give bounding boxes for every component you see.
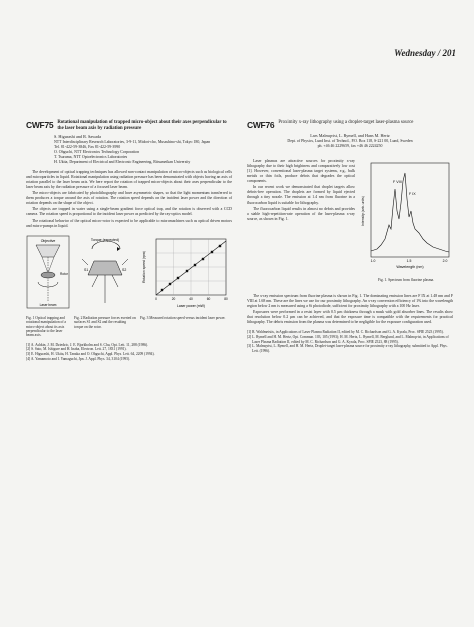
left-affiliation-line: O. Ohguchi, NTT Electronics Technology Corporation <box>54 150 140 154</box>
right-affiliation-line: Dept. of Physics, Lund Inst. of Technol., P.O. Box 118, S-221 00, Lund, Sweden <box>287 139 413 143</box>
data-point <box>169 283 171 285</box>
fig1-label-bottom: Laser beam <box>39 302 57 307</box>
rotor-shape <box>41 272 55 278</box>
right-figure-1-caption: Fig. 1. Spectrum from fluorine plasma. <box>377 277 435 282</box>
fig2-label-torque: Torque (expected) <box>90 237 120 242</box>
data-point <box>194 264 196 266</box>
left-paragraph: The objects are trapped in water using a single-beam gradient force optical trap, and the rotation is observed with a CCD camera. The rotation speed is proportional to the incident laser power as predicted by the ray-optics model. <box>26 207 232 217</box>
left-abstract-title: Rotational manipulation of trapped micro-object about their axes perpendicular to the laser beam axis by radiation pressure <box>57 120 227 131</box>
right-affiliations <box>247 139 453 149</box>
fig3-tick-label: 80 <box>224 296 228 301</box>
fig2-label-s2: S2 <box>122 267 127 272</box>
left-abstract-heading <box>26 120 232 131</box>
fig3-tick-label: 20 <box>171 296 176 301</box>
left-paragraph: The rotational behavior of the optical micro-rotor is expected to be applicable to micromachines such as optical driven motors and micro-pumps in liquid. <box>26 218 232 228</box>
left-figure-2 <box>74 235 136 338</box>
left-body <box>26 170 232 229</box>
optical-trap-diagram <box>26 235 70 309</box>
fig1-label-mid: Rotor <box>60 271 68 276</box>
right-abstract-heading <box>247 120 453 130</box>
objective-lens-shape <box>36 245 60 257</box>
right-abstract <box>247 120 453 353</box>
peak-label-f8: F VIII <box>393 179 402 184</box>
radiation-force-diagram <box>74 235 136 309</box>
left-authors: S. Higurashi and R. Sawada <box>54 134 101 140</box>
right-paragraph: Laser plasmas are attractive sources for proximity x-ray lithography due to their high brightness and comparatively low cost [1]. However, conventional laser-plasma target systems, e.g., bulk metals or thin foils, produce debris that degrades the optical components. <box>247 158 355 184</box>
right-references <box>247 330 453 353</box>
fig3-tick-label: 40 <box>189 296 193 301</box>
left-figure-1 <box>26 235 70 338</box>
reference-item: [3] L. Malmqvist, L. Rymell, and H. M. Hertz, Droplet-target laser-plasma source for proximity x-ray lithography, submitted to Appl. Phys. Lett. (1996). <box>247 344 448 353</box>
data-point <box>161 289 163 291</box>
data-point <box>202 258 204 260</box>
left-figure-2-caption: Fig. 2 Radiation pressure forces exerted on surfaces S1 and S2 and the resulting torque on the rotor. <box>74 315 136 329</box>
left-affiliation-line: Tel. 81-422-59-3846, Fax 81-422-59-3990 <box>54 145 121 150</box>
spectrum-curve <box>371 173 449 252</box>
fig3-tick-label: 0 <box>155 296 157 301</box>
left-references <box>26 343 232 361</box>
right-body-full <box>247 294 453 326</box>
rotation-speed-plot <box>140 235 232 309</box>
spectrum-tick-label: 1.5 <box>406 258 412 263</box>
rotor-cross-section <box>88 261 122 275</box>
right-body-with-figure <box>247 159 453 289</box>
spectrum-xlabel: Wavelength (nm) <box>396 264 424 269</box>
right-abstract-title: Proximity x-ray lithography using a droplet-target laser-plasma source <box>278 120 414 125</box>
reference-item: [4] A. Yamamoto and I. Yamaguchi, Jpn. J. Appl. Phys. 34, 3104 (1995). <box>26 356 131 361</box>
reference-item: [3] E. Higurashi, H. Ukita, H. Tanaka and O. Ohguchi, Appl. Phys. Lett. 64, 2209 (1994). <box>26 351 155 356</box>
left-affiliation-line: H. Ukita, Department of Electrical and Electronic Engineering, Ritsumeikan University <box>54 159 191 164</box>
left-figure-3 <box>140 235 232 338</box>
left-figure-3-caption: Fig. 3 Measured rotation speed versus incident laser power. <box>140 315 226 320</box>
spectrum-tick-label: 1.0 <box>370 258 376 263</box>
right-paragraph: The x-ray emission spectrum from fluorine plasma is shown in Fig. 1. The dominating emission lines are F IX at 1.48 nm and F VIII at 1.68 nm. These are the lines we use for our proximity lithography. An x-ray conversion efficiency of 1% into the wavelength region below 2 nm is measured using a Si photodiode, sufficient for proximity lithography with a 100 Hz laser. <box>247 293 453 308</box>
left-abstract-code: CWF75 <box>26 120 54 130</box>
right-affiliation-line: ph. +46 46 2229659, fax +46 46 2224250 <box>317 143 383 148</box>
right-abstract-code: CWF76 <box>247 120 275 130</box>
left-affiliation-line: NTT Interdisciplinary Research Laboratories, 3-9-11, Midori-cho, Musashino-shi, Tokyo 180, Japan <box>54 140 211 145</box>
left-paragraph: The micro-objects are fabricated by photolithography and have asymmetric shapes, so that the light momentum transferred to them produces a torque around the axis of rotation. The rotation speed depends on the incident laser power and the direction of rotation depends on the shape of the object. <box>26 191 232 206</box>
spectrum-ylabel: Intensity (arb. units) <box>361 195 365 226</box>
reference-item: [1] A. Ashkin, J. M. Dziedzic, J. E. Bjorkholm and S. Chu, Opt. Lett. 11, 288 (1986). <box>26 342 149 347</box>
fig3-tick-label: 60 <box>206 296 211 301</box>
right-body-wrap-text <box>247 159 355 222</box>
running-header: Wednesday / 201 <box>394 48 456 58</box>
reference-item: [2] S. Sato, M. Ishigure and H. Inaba, Electron. Lett. 27, 1831 (1991). <box>26 347 127 352</box>
left-affiliation-line: T. Tsuruma, NTT Optoelectronics Laboratories <box>54 154 128 159</box>
right-paragraph: Exposures were performed in a resist layer with 0.5 µm thickness through a mask with gold absorber lines. The results show that resolution below 0.2 µm can be achieved, and that the exposure time is compatible with the requirements for practical lithography. The debris emission from the plasma was determined to be negligible for the exposure configuration used. <box>247 310 453 325</box>
right-figure-1 <box>359 159 453 282</box>
right-paragraph: The fluorocarbon liquid results in almost no debris and provides a stable high-repetition-rate operation of the laser-plasma x-ray source, as shown in Fig. 1. <box>247 206 355 221</box>
right-paragraph: In our recent work we demonstrated that droplet targets allow debris-free operation. The droplets are formed by liquid ejected through a tiny nozzle. The emission at 1.4 nm from fluorine in a fluorocarbon liquid is suitable for lithography. <box>247 185 355 205</box>
fig1-label-top: Objective <box>40 238 56 243</box>
fig2-label-s1: S1 <box>84 267 89 272</box>
peak-label-f9: F IX <box>409 191 416 196</box>
data-point <box>219 245 221 247</box>
fig3-ylabel: Rotation speed (rpm) <box>142 250 146 283</box>
left-abstract <box>26 120 232 361</box>
fluorine-spectrum-plot <box>359 159 453 271</box>
reference-item: [2] L. Rymell and H. M. Hertz, Opt. Commun. 103, 105 (1993); H. M. Hertz, L. Rymell, M. Berglund, and L. Malmqvist, in Applications of Laser Plasma Radiation II, edited by M. C. Richardson and G. A. Kyrala, Proc. SPIE 2523, 88 (1995). <box>247 334 449 344</box>
data-point <box>186 270 188 272</box>
reference-item: [1] R. Waldmeistis, in Applications of Laser Plasma Radiation II, edited by M. C. Richardson and G. A. Kyrala, Proc. SPIE 2523 (1995). <box>247 330 444 335</box>
data-point <box>177 277 179 279</box>
left-figures <box>26 235 232 338</box>
left-affiliations <box>54 140 232 165</box>
left-figure-1-caption: Fig. 1 Optical trapping and rotational manipulation of a micro-object about its axis perpendicular to the laser beam axis. <box>26 315 67 338</box>
right-authors: Lars Malmqvist, L. Rymell, and Hans M. Hertz <box>310 133 390 138</box>
data-point <box>211 251 213 253</box>
fig3-xlabel: Laser power (mW) <box>177 303 205 308</box>
spectrum-tick-label: 2.0 <box>442 258 448 263</box>
left-paragraph: The development of optical trapping techniques has allowed non-contact manipulation of micro-objects such as biological cells and microparticles in liquid. Rotational manipulation using radiation pressure has been demonstrated with objects having an axis of rotation parallel to the laser beam axis. We here report the rotation of trapped micro-objects about their axes perpendicular to the laser beam axis by the radiation pressure of a focused laser beam. <box>26 169 232 189</box>
